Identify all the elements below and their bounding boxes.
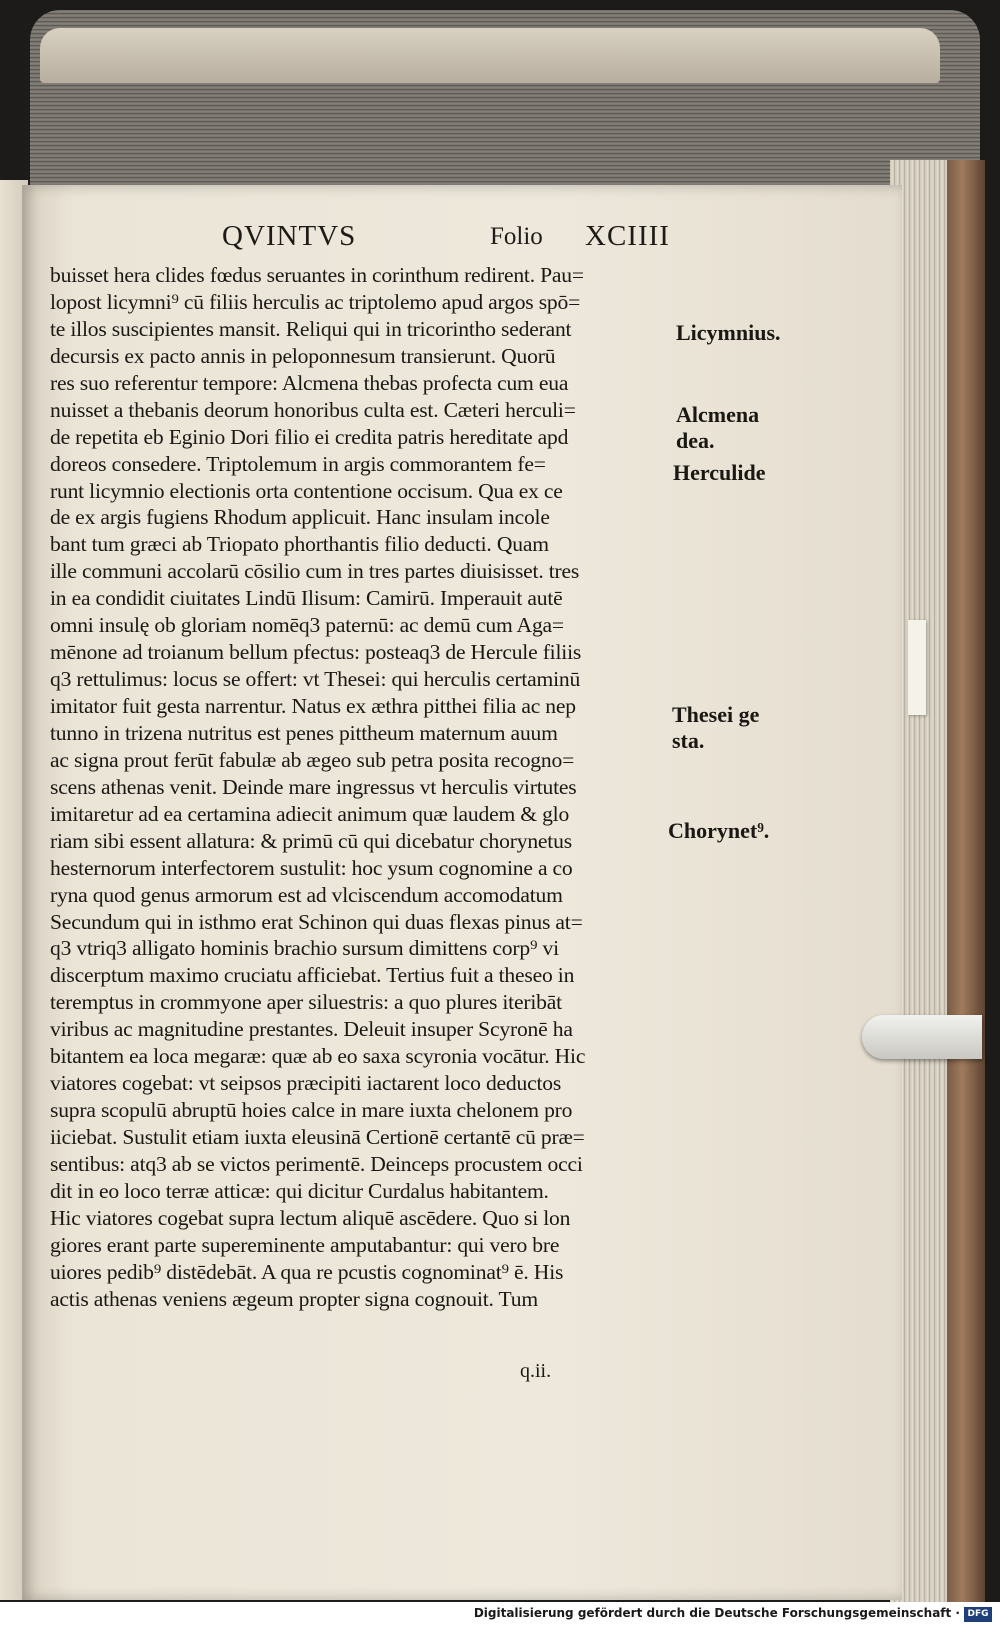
margin-note-alcmena: Alcmena	[676, 402, 760, 427]
page-clip	[862, 1015, 982, 1059]
text-line: ac signa prout ferūt fabulæ ab ægeo sub petra posita recogno=	[50, 747, 575, 772]
text-line: res suo referentur tempore: Alcmena thebas profecta cum eua	[50, 370, 569, 395]
text-line: q3 vtriq3 alligato hominis brachio sursum dimittens corp⁹ vi	[50, 936, 559, 961]
folio-number: XCIIII	[585, 220, 670, 252]
text-line: ryna quod genus armorum est ad vlciscendum accomodatum	[50, 882, 563, 907]
text-line: discerptum maximo cruciatu afficiebat. Tertius fuit a theseo in	[50, 963, 575, 988]
page-header	[0, 220, 1000, 260]
text-line: viribus ac magnitudine prestantes. Deleuit insuper Scyronē ha	[50, 1017, 573, 1042]
text-line: te illos suscipientes mansit. Reliqui qui in tricorintho sederant	[50, 316, 572, 341]
text-line: hesternorum interfectorem sustulit: hoc ysum cognomine a co	[50, 855, 573, 880]
text-line: Secundum qui in isthmo erat Schinon qui duas flexas pinus at=	[50, 909, 583, 934]
text-line: scens athenas venit. Deinde mare ingressus vt herculis virtutes	[50, 774, 577, 799]
book-cover-edge	[947, 160, 985, 1610]
margin-note-thesei-ge: Thesei ge	[672, 702, 760, 727]
text-line: actis athenas veniens ægeum propter signa cognouit. Tum	[50, 1286, 538, 1311]
text-line: riam sibi essent allatura: & primū cū qui dicebatur chorynetus	[50, 828, 572, 853]
folio-label: Folio	[490, 223, 543, 250]
text-line: imitator fuit gesta narrentur. Natus ex æthra pitthei filia ac nep	[50, 694, 576, 718]
text-line: supra scopulū abruptū hoies calce in mare iuxta chelonem pro	[50, 1098, 573, 1123]
text-line: decursis ex pacto annis in peloponnesum transierunt. Quorū	[50, 343, 556, 368]
text-line: iiciebat. Sustulit etiam iuxta eleusinā Certionē certantē cū præ=	[50, 1125, 585, 1149]
margin-note-sta: sta.	[672, 728, 705, 753]
text-line: tunno in trizena nutritus est penes pittheum maternum auum	[50, 720, 558, 745]
dfg-logo: DFG	[964, 1607, 992, 1622]
text-line: sentibus: atq3 ab se victos perimentē. Deinceps procustem occi	[50, 1151, 583, 1176]
text-line: giores erant parte supereminente amputabantur: qui vero bre	[50, 1232, 560, 1257]
text-line: de ex argis fugiens Rhodum applicuit. Hanc insulam incole	[50, 505, 550, 530]
footer-bar	[0, 1602, 1000, 1627]
text-line: ille communi accolarū cōsilio cum in tres partes diuisisset. tres	[50, 559, 580, 584]
margin-note-dea: dea.	[676, 428, 715, 453]
text-line: imitaretur ad ea certamina adiecit animum quæ laudem & glo	[50, 801, 570, 826]
margin-note-licymnius: Licymnius.	[676, 320, 781, 345]
signature-mark: q.ii.	[520, 1360, 552, 1382]
text-line: mēnone ad troianum bellum pfectus: posteaq3 de Hercule filiis	[50, 640, 582, 665]
text-line: omni insulę ob gloriam nomēq3 paternū: ac demū cum Aga=	[50, 613, 564, 638]
text-line: viatores cogebat: vt seipsos præcipiti iactarent loco deductos	[50, 1071, 562, 1096]
text-line: buisset hera clides fœdus seruantes in corinthum redirent. Pau=	[50, 263, 584, 287]
text-line: bitantem ea loca megaræ: quæ ab eo saxa scyronia vocātur. Hic	[50, 1044, 586, 1069]
footer-credit: Digitalisierung gefördert durch die Deutsche Forschungsgemeinschaft ·	[473, 1606, 960, 1620]
text-line: q3 rettulimus: locus se offert: vt Thesei: qui herculis certaminū	[50, 667, 581, 692]
book-top-lip	[40, 28, 940, 83]
book-right-edges	[890, 160, 985, 1610]
main-text	[50, 262, 670, 1313]
text-line: uiores pedib⁹ distēdebāt. A qua re pcustis cognominat⁹ ē. His	[50, 1259, 564, 1284]
text-line: bant tum græci ab Triopato phorthantis filio deducti. Quam	[50, 532, 549, 557]
paper-slip	[908, 620, 926, 715]
text-line: doreos consedere. Triptolemum in argis commorantem fe=	[50, 451, 546, 476]
text-line: Hic viatores cogebat supra lectum aliquē ascēdere. Quo si lon	[50, 1205, 571, 1230]
running-title: QVINTVS	[222, 220, 357, 252]
text-line: in ea condidit ciuitates Lindū Ilisum: Camirū. Imperauit autē	[50, 586, 563, 611]
margin-note-herculide: Herculide	[673, 460, 766, 485]
margin-note-chorynet: Chorynet⁹.	[668, 818, 770, 843]
text-line: nuisset a thebanis deorum honoribus culta est. Cæteri herculi=	[50, 397, 576, 422]
book-top-edges	[30, 10, 980, 200]
text-line: lopost licymni⁹ cū filiis herculis ac triptolemo apud argos spō=	[50, 289, 581, 314]
text-line: de repetita eb Eginio Dori filio ei credita patris hereditate apd	[50, 424, 569, 449]
text-line: teremptus in crommyone aper siluestris: a quo plures iteribāt	[50, 990, 562, 1015]
text-line: runt licymnio electionis orta contentione occisum. Qua ex ce	[50, 478, 563, 503]
text-line: dit in eo loco terræ atticæ: qui dicitur Curdalus habitantem.	[50, 1178, 549, 1203]
